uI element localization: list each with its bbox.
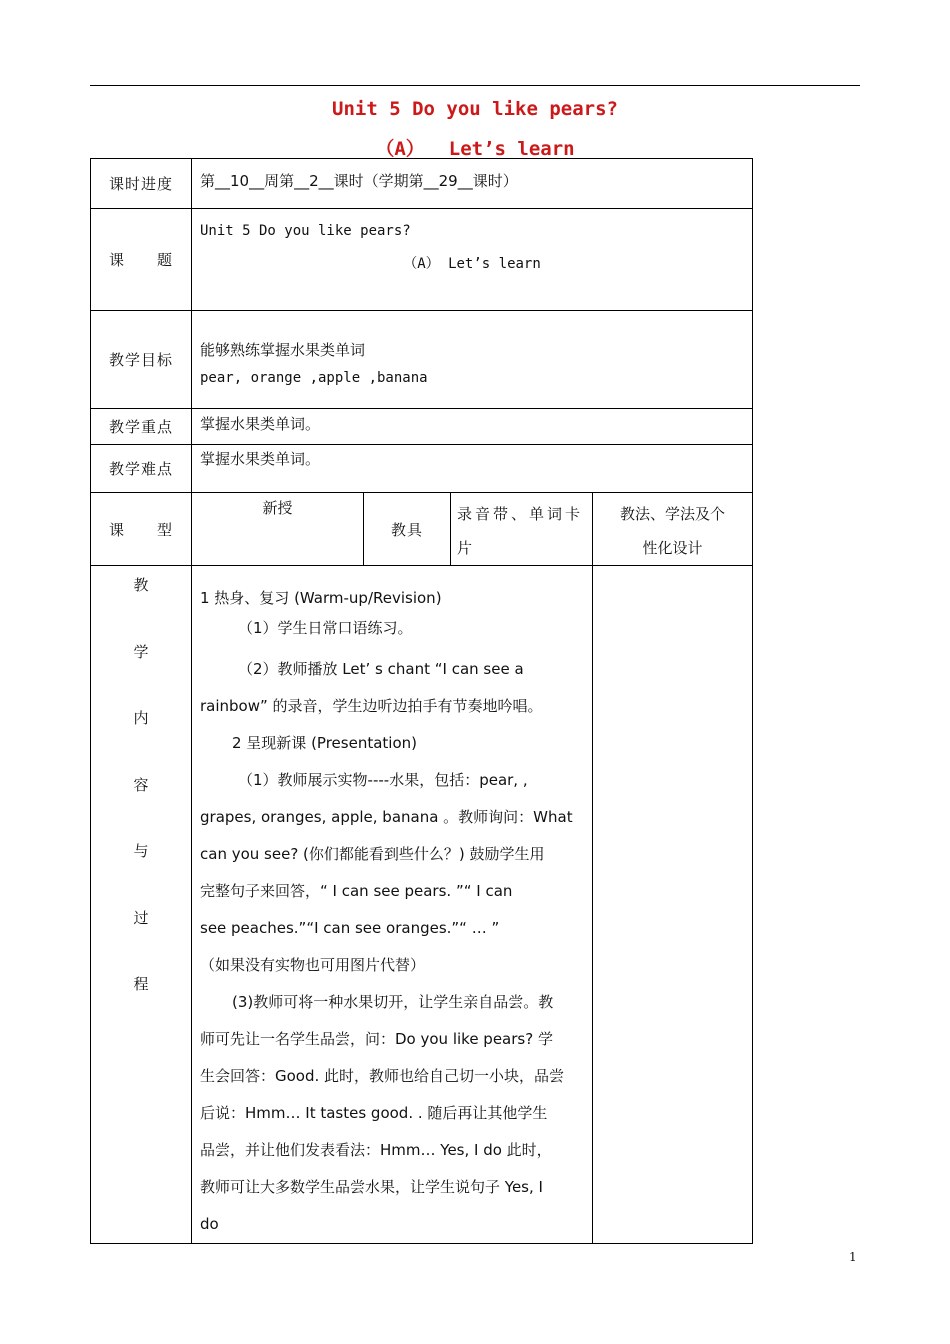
process-line: （2）教师播放 Let’ s chant “I can see a xyxy=(238,660,524,678)
process-char: 过 xyxy=(133,908,149,927)
process-line: do xyxy=(200,1215,219,1233)
topic-line2: （A） Let’s learn xyxy=(403,256,541,272)
subtitle-part-b: Let’s learn xyxy=(448,138,575,160)
process-line: 完整句子来回答，“ I can see pears. ”“ I can xyxy=(200,882,513,900)
process-line: （1）教师展示实物----水果，包括：pear, , xyxy=(238,771,528,789)
process-char: 程 xyxy=(133,975,149,993)
topic-value xyxy=(192,209,753,311)
row-progress xyxy=(91,159,753,209)
method-label-text: 教法、学法及个性化设计 xyxy=(620,505,726,557)
process-char: 与 xyxy=(133,842,149,860)
row-topic xyxy=(91,209,753,311)
top-rule xyxy=(90,85,860,86)
row-difficulty xyxy=(91,445,753,493)
doc-title: Unit 5 Do you like pears? xyxy=(332,98,618,120)
tools-label: 教具 xyxy=(364,493,451,566)
key-value-text: 掌握水果类单词。 xyxy=(200,415,321,433)
process-line: (3)教师可将一种水果切开，让学生亲自品尝。教 xyxy=(232,993,554,1011)
process-line: 生会回答：Good. 此时，教师也给自己切一小块，品尝 xyxy=(200,1067,565,1085)
type-value xyxy=(192,493,364,566)
process-line: see peaches.”“I can see oranges.”“ … ” xyxy=(200,919,500,937)
process-char: 容 xyxy=(133,775,149,794)
row-objective xyxy=(91,311,753,409)
process-line: 教师可让大多数学生品尝水果，让学生说句子 Yes, I xyxy=(200,1178,543,1196)
row-key xyxy=(91,409,753,445)
type-value-text: 新授 xyxy=(262,499,293,517)
process-notes-cell xyxy=(593,566,753,1244)
page-number: 1 xyxy=(849,1250,857,1264)
type-label: 课 型 xyxy=(91,493,192,566)
objective-line2: pear, orange ,apple ,banana xyxy=(200,370,428,386)
row-process xyxy=(91,566,753,1244)
method-label xyxy=(593,493,753,566)
process-line: （如果没有实物也可用图片代替） xyxy=(200,956,426,974)
tools-value xyxy=(451,493,593,566)
objective-line1: 能够熟练掌握水果类单词 xyxy=(200,341,366,359)
process-char: 教 xyxy=(133,576,149,594)
process-line: 品尝，并让他们发表看法：Hmm… Yes, I do 此时， xyxy=(200,1141,552,1159)
process-line: 师可先让一名学生品尝，问：Do you like pears? 学 xyxy=(200,1030,553,1048)
process-line: can you see? (你们都能看到些什么？) 鼓励学生用 xyxy=(200,845,545,863)
process-line: rainbow” 的录音，学生边听边拍手有节奏地吟唱。 xyxy=(200,697,543,715)
process-line: 2 呈现新课 (Presentation) xyxy=(232,734,417,752)
tools-value-text: 录音带、单词卡片 xyxy=(457,505,584,557)
subtitle-part-a: （A） xyxy=(375,138,425,160)
process-line: 后说：Hmm… It tastes good. . 随后再让其他学生 xyxy=(200,1104,548,1122)
difficulty-value xyxy=(192,445,753,493)
difficulty-value-text: 掌握水果类单词。 xyxy=(200,450,321,468)
process-char: 内 xyxy=(133,709,149,727)
process-content xyxy=(192,566,593,1244)
progress-label: 课时进度 xyxy=(91,159,192,209)
process-line: 1 热身、复习 (Warm-up/Revision) xyxy=(200,589,442,607)
process-line: grapes, oranges, apple, banana 。教师询问：What xyxy=(200,808,573,826)
difficulty-label: 教学难点 xyxy=(91,445,192,493)
process-label-chars xyxy=(91,574,191,1040)
row-type xyxy=(91,493,753,566)
progress-value xyxy=(192,159,753,209)
topic-line1: Unit 5 Do you like pears? xyxy=(200,223,411,239)
objective-value xyxy=(192,311,753,409)
process-line: （1）学生日常口语练习。 xyxy=(238,619,413,637)
objective-label: 教学目标 xyxy=(91,311,192,409)
progress-value-text: 第__10__周第__2__课时（学期第__29__课时） xyxy=(200,172,518,190)
topic-label: 课 题 xyxy=(91,209,192,311)
key-label: 教学重点 xyxy=(91,409,192,445)
doc-subtitle xyxy=(0,134,950,161)
lesson-plan-table xyxy=(90,158,753,1244)
key-value xyxy=(192,409,753,445)
process-char: 学 xyxy=(133,642,149,661)
process-label xyxy=(91,566,192,1244)
